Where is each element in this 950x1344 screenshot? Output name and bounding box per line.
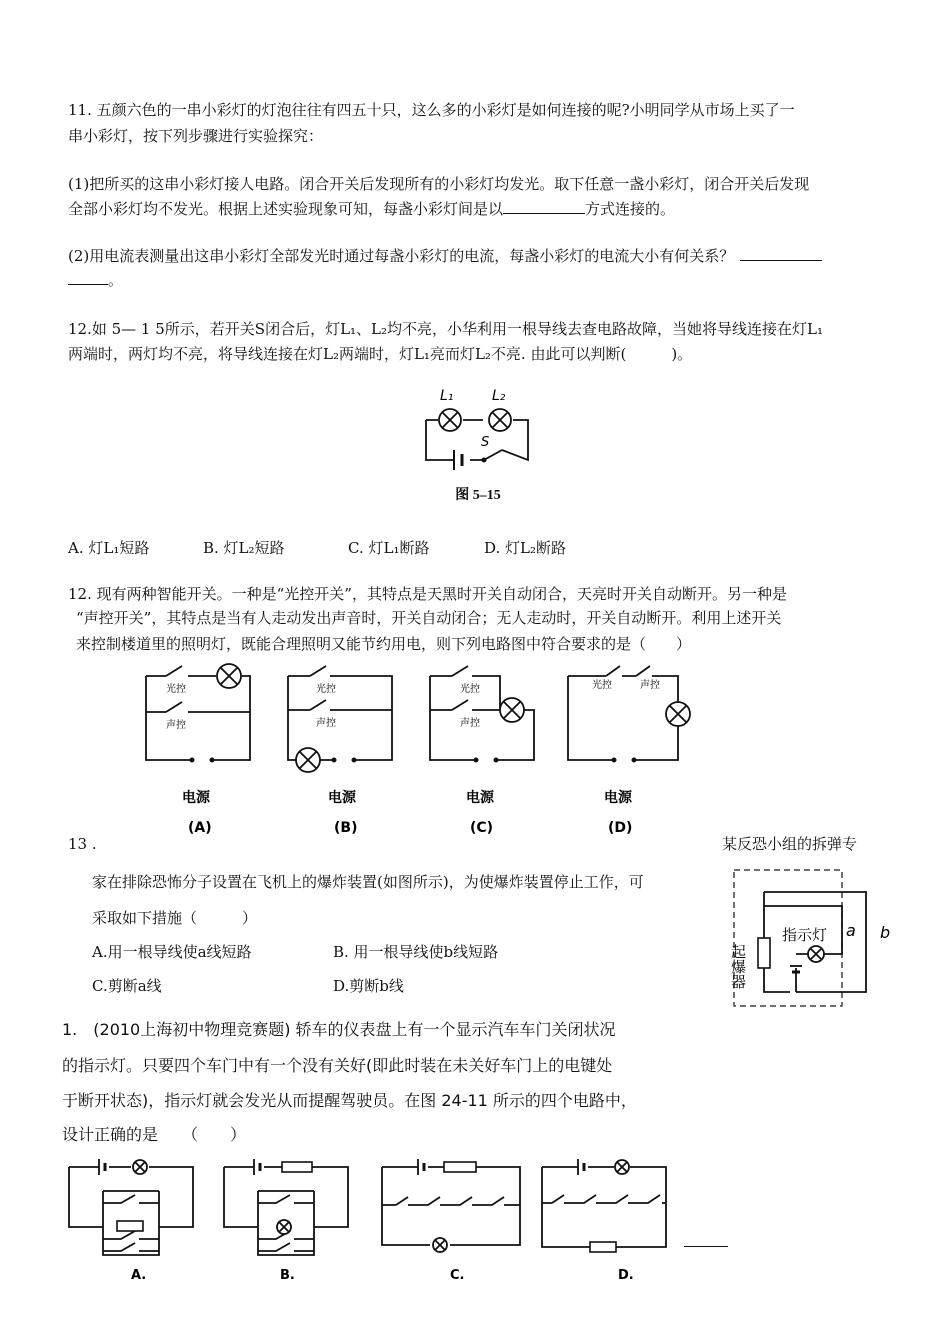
answer-blank[interactable]: [68, 270, 108, 285]
lamp-l1-label: L₁: [440, 388, 454, 404]
q12b-line-1: 12. 现有两种智能开关。一种是“光控开关”，其特点是天黑时开关自动闭合，天亮时开关自动断开。另一种是: [68, 585, 787, 603]
wire-a-label: a: [846, 921, 856, 940]
q11-part2-end: 。: [108, 271, 124, 289]
light-switch-label: 光控: [166, 684, 186, 695]
figure-5-15-caption: 图 5–15: [455, 488, 501, 503]
light-switch-label: 光控: [592, 680, 612, 691]
q12a-option-a: A. 灯L₁短路: [68, 539, 150, 557]
option-label-d: (D): [608, 820, 633, 836]
q13-line-3: 采取如下措施（ ）: [92, 909, 258, 927]
car-circuit-c: [378, 1155, 528, 1285]
light-switch-label: 光控: [316, 684, 336, 695]
q12a-option-d: D. 灯L₂断路: [484, 539, 567, 557]
car-label-c: C.: [450, 1268, 465, 1283]
q11-part2-line-1: [68, 246, 822, 266]
circuit-d: [560, 660, 700, 835]
power-label: 电源: [466, 790, 494, 806]
car-label-b: B.: [280, 1268, 295, 1283]
circuit-b: [280, 660, 400, 835]
q11-line-1: 11. 五颜六色的一串小彩灯的灯泡往往有四五十只，这么多的小彩灯是如何连接的呢?小明同学从市场上买了一: [68, 101, 795, 119]
car-label-d: D.: [618, 1268, 634, 1283]
sound-switch-label: 声控: [640, 680, 660, 691]
q13-option-c: C.剪断a线: [92, 977, 162, 995]
figure-5-15-circuit: [418, 388, 538, 468]
q13-option-b: B. 用一根导线使b线短路: [333, 943, 499, 961]
q12a-option-b: B. 灯L₂短路: [203, 539, 285, 557]
circuit-c: [422, 660, 542, 835]
q12a-line-2: 两端时，两灯均不亮，将导线连接在灯L₂两端时，灯L₁亮而灯L₂不亮. 由此可以判断( )。: [68, 345, 693, 363]
q11-part2-text: (2)用电流表测量出这串小彩灯全部发光时通过每盏小彩灯的电流，每盏小彩灯的电流大小有何关系？: [68, 247, 735, 265]
q1-line-1: 1. (2010上海初中物理竞赛题) 轿车的仪表盘上有一个显示汽车车门关闭状况: [62, 1020, 616, 1039]
switch-s-label: S: [481, 435, 490, 450]
sound-switch-label: 声控: [166, 720, 186, 731]
option-label-c: (C): [470, 820, 494, 836]
car-circuit-d: [538, 1155, 688, 1285]
light-switch-label: 光控: [460, 684, 480, 695]
car-circuit-b: [220, 1155, 360, 1285]
circuit-a: [138, 660, 258, 835]
power-label: 电源: [328, 790, 356, 806]
q1-line-4: 设计正确的是 （ ）: [62, 1125, 247, 1144]
answer-blank-line[interactable]: [684, 1246, 728, 1247]
q13-option-d: D.剪断b线: [333, 977, 404, 995]
q11-part1-text-b: 方式连接的。: [585, 200, 676, 218]
option-label-a: (A): [188, 820, 212, 836]
q13-number: 13 .: [68, 835, 97, 853]
q12a-option-c: C. 灯L₁断路: [348, 539, 430, 557]
q13-line-2: 家在排除恐怖分子设置在飞机上的爆炸装置(如图所示)，为使爆炸装置停止工作，可: [92, 873, 644, 891]
q12b-line-3: 来控制楼道里的照明灯，既能合理照明又能节约用电，则下列电路图中符合要求的是（ ）: [76, 635, 692, 653]
q12a-line-1: 12.如 5— 1 5所示，若开关S闭合后，灯L₁、L₂均不亮，小华利用一根导线去查电路故障，当她将导线连接在灯L₁: [68, 320, 823, 338]
q11-line-2: 串小彩灯，按下列步骤进行实验探究：: [68, 127, 324, 145]
indicator-label: 指示灯: [782, 926, 828, 944]
detonator-label: 起爆器: [729, 944, 747, 989]
sound-switch-label: 声控: [460, 718, 480, 729]
car-circuit-a: [65, 1155, 205, 1285]
q12b-line-2: “声控开关”，其特点是当有人走动发出声音时，开关自动闭合；无人走动时，开关自动断开。利用上述开关: [76, 609, 782, 627]
answer-blank[interactable]: [503, 199, 585, 214]
lamp-l2-label: L₂: [492, 388, 506, 404]
sound-switch-label: 声控: [316, 718, 336, 729]
power-label: 电源: [182, 790, 210, 806]
option-label-b: (B): [334, 820, 358, 836]
q11-part1-line-1: (1)把所买的这串小彩灯接人电路。闭合开关后发现所有的小彩灯均发光。取下任意一盏小彩灯，闭合开关后发现: [68, 175, 810, 193]
q1-line-3: 于断开状态)，指示灯就会发光从而提醒驾驶员。在图 24-11 所示的四个电路中，: [62, 1091, 637, 1110]
q13-option-a: A.用一根导线使a线短路: [92, 943, 252, 961]
bomb-device-figure: [729, 866, 902, 1011]
power-label: 电源: [604, 790, 632, 806]
q11-part1-line-2: [68, 199, 675, 219]
car-label-a: A.: [131, 1268, 147, 1283]
q11-part2-line-2: [68, 270, 123, 290]
q1-line-2: 的指示灯。只要四个车门中有一个没有关好(即此时装在未关好车门上的电键处: [62, 1056, 613, 1075]
q11-part1-text-a: 全部小彩灯均不发光。根据上述实验现象可知，每盏小彩灯间是以: [68, 200, 504, 218]
answer-blank[interactable]: [740, 246, 822, 261]
q13-line-1-right: 某反恐小组的拆弹专: [722, 835, 858, 853]
wire-b-label: b: [880, 923, 891, 942]
